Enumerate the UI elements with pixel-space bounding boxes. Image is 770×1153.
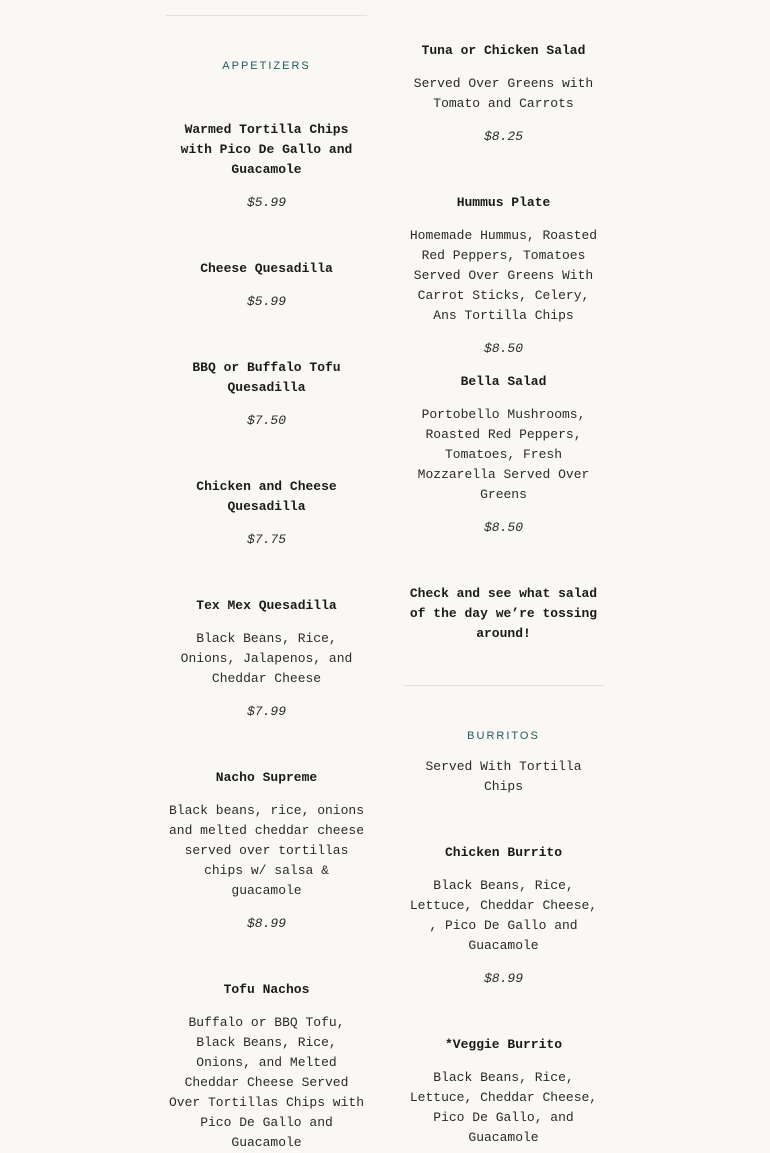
menu-item-description: Black Beans, Rice, Onions, Jalapenos, and Cheddar Cheese (180, 631, 353, 686)
menu-item-description: Homemade Hummus, Roasted Red Peppers, Tomatoes Served Over Greens With Carrot Sticks, Celery, Ans Tortilla Chips (409, 228, 598, 323)
salad-of-the-day-note: Check and see what salad of the day we’re tossing around! (409, 586, 598, 641)
menu-item-description: Black beans, rice, onions and melted cheddar cheese served over tortillas chips w/ salsa & guacamole (168, 803, 365, 898)
burritos-intro: Served With Tortilla Chips (425, 759, 582, 794)
menu-item-price: $8.50 (483, 341, 523, 356)
menu-item-name: Tuna or Chicken Salad (421, 43, 586, 58)
menu-item-price: $5.99 (246, 195, 286, 210)
menu-item-description: Black Beans, Rice, Lettuce, Cheddar Cheese, , Pico De Gallo and Guacamole (409, 878, 598, 953)
menu-item-name: Bella Salad (460, 374, 547, 389)
menu-item-name: Tofu Nachos (223, 982, 310, 997)
menu-item-price: $7.99 (246, 704, 286, 719)
menu-item-name: Tex Mex Quesadilla (196, 598, 337, 613)
menu-item-description: Served Over Greens with Tomato and Carrots (413, 76, 594, 111)
menu-item-name: Cheese Quesadilla (200, 261, 333, 276)
section-divider (403, 685, 604, 686)
menu-item-name: Hummus Plate (456, 195, 551, 210)
menu-item-name: Chicken and Cheese Quesadilla (196, 479, 337, 514)
menu-item-price: $7.50 (246, 413, 286, 428)
menu-item-price: $8.99 (483, 971, 523, 986)
menu-item-description: Portobello Mushrooms, Roasted Red Peppers, Tomatoes, Fresh Mozzarella Served Over Greens (417, 407, 590, 502)
menu-item-name: Warmed Tortilla Chips with Pico De Gallo and Guacamole (180, 122, 353, 177)
menu-item-price: $8.50 (483, 520, 523, 535)
menu-item-name: Nacho Supreme (215, 770, 318, 785)
menu-item-price: $7.75 (246, 532, 286, 547)
menu-item-name: Chicken Burrito (444, 845, 563, 860)
burritos-heading: BURRITOS (467, 730, 540, 742)
menu-item-name: BBQ or Buffalo Tofu Quesadilla (192, 360, 341, 395)
menu-item-price: $5.99 (246, 294, 286, 309)
appetizers-heading: APPETIZERS (222, 60, 311, 72)
menu-item-description: Buffalo or BBQ Tofu, Black Beans, Rice, Onions, and Melted Cheddar Cheese Served Over Tortillas Chips with Pico De Gallo and Guacamole (168, 1015, 365, 1150)
menu-item-description: Black Beans, Rice, Lettuce, Cheddar Cheese, Pico De Gallo, and Guacamole (409, 1070, 598, 1145)
menu-item-price: $8.99 (246, 916, 286, 931)
menu-item-name: *Veggie Burrito (444, 1037, 563, 1052)
top-divider (166, 15, 367, 16)
menu-item-price: $8.25 (483, 129, 523, 144)
